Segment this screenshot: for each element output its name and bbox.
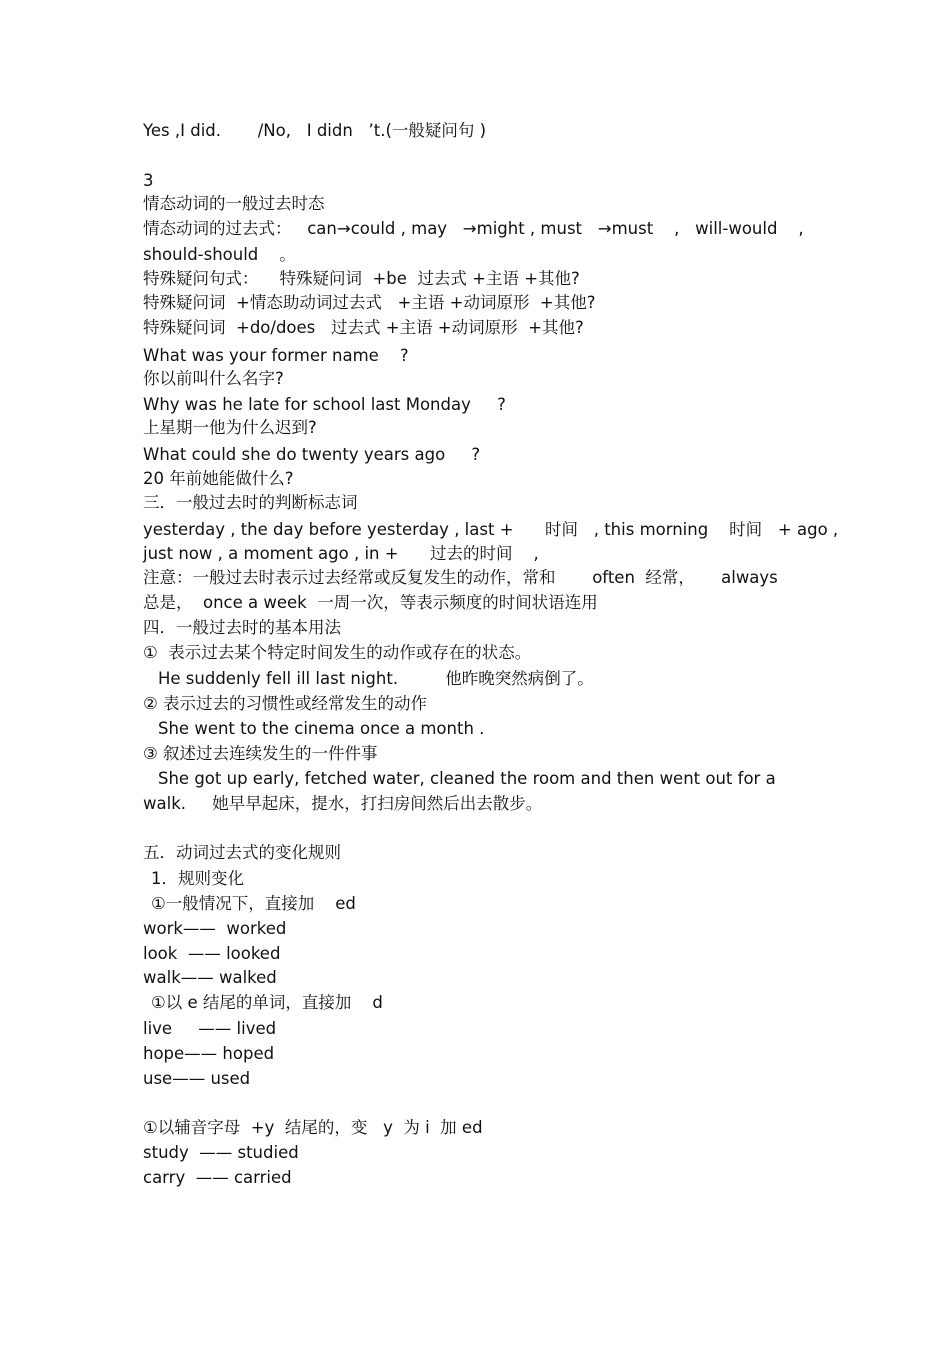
section-heading: 四．一般过去时的基本用法 (143, 618, 341, 637)
example-sentence: He suddenly fell ill last night. 他昨晚突然病倒了。 (158, 669, 594, 688)
word-pair: study —— studied (143, 1143, 299, 1162)
text-line: 上星期一他为什么迟到? (143, 418, 317, 437)
rule-line: ①以 e 结尾的单词，直接加 d (151, 993, 383, 1012)
text-line: 情态动词的过去式： can→could , may →might , must →must , will-would , (143, 219, 804, 238)
text-line: ① 表示过去某个特定时间发生的动作或存在的状态。 (143, 643, 532, 662)
word-pair: carry —— carried (143, 1168, 292, 1187)
word-pair: use—— used (143, 1069, 251, 1088)
text-line: What was your former name ? (143, 346, 409, 365)
text-line: walk. 她早早起床，提水，打扫房间然后出去散步。 (143, 794, 543, 813)
text-line: 总是， once a week 一周一次，等表示频度的时间状语连用 (143, 593, 598, 612)
word-pair: work—— worked (143, 919, 287, 938)
text-line: just now , a moment ago , in + 过去的时间 , (143, 544, 539, 563)
text-line: ② 表示过去的习惯性或经常发生的动作 (143, 694, 428, 713)
text-line: ③ 叙述过去连续发生的一件件事 (143, 744, 378, 763)
word-pair: hope—— hoped (143, 1044, 275, 1063)
text-line: 注意：一般过去时表示过去经常或反复发生的动作，常和 often 经常， always (143, 568, 778, 587)
text-line: 特殊疑问句式： 特殊疑问词 +be 过去式 +主语 +其他? (143, 269, 580, 288)
word-pair: live —— lived (143, 1019, 277, 1038)
text-line: Why was he late for school last Monday ? (143, 395, 506, 414)
text-line: should-should 。 (143, 245, 296, 264)
word-pair: walk—— walked (143, 968, 277, 987)
section-heading: 五．动词过去式的变化规则 (143, 843, 341, 862)
section-heading: 三．一般过去时的判断标志词 (143, 493, 358, 512)
example-sentence: She got up early, fetched water, cleaned the room and then went out for a (158, 769, 776, 788)
text-line: What could she do twenty years ago ? (143, 445, 481, 464)
rule-line: ①以辅音字母 +y 结尾的，变 y 为 i 加 ed (143, 1118, 483, 1137)
word-pair: look —— looked (143, 944, 281, 963)
example-sentence: She went to the cinema once a month . (158, 719, 485, 738)
rule-line: ①一般情况下，直接加 ed (151, 894, 356, 913)
text-line: 情态动词的一般过去时态 (143, 194, 325, 213)
text-line: 3 (143, 171, 154, 190)
text-line: Yes ,I did. /No, I didn ’t.(一般疑问句 ) (143, 121, 487, 140)
text-line: yesterday , the day before yesterday , last + 时间 , this morning 时间 + ago , (143, 520, 839, 539)
text-line: 特殊疑问词 +do/does 过去式 +主语 +动词原形 +其他? (143, 318, 584, 337)
text-line: 你以前叫什么名字? (143, 369, 284, 388)
text-line: 特殊疑问词 +情态助动词过去式 +主语 +动词原形 +其他? (143, 293, 596, 312)
subheading: 1．规则变化 (151, 869, 244, 888)
text-line: 20 年前她能做什么? (143, 469, 294, 488)
